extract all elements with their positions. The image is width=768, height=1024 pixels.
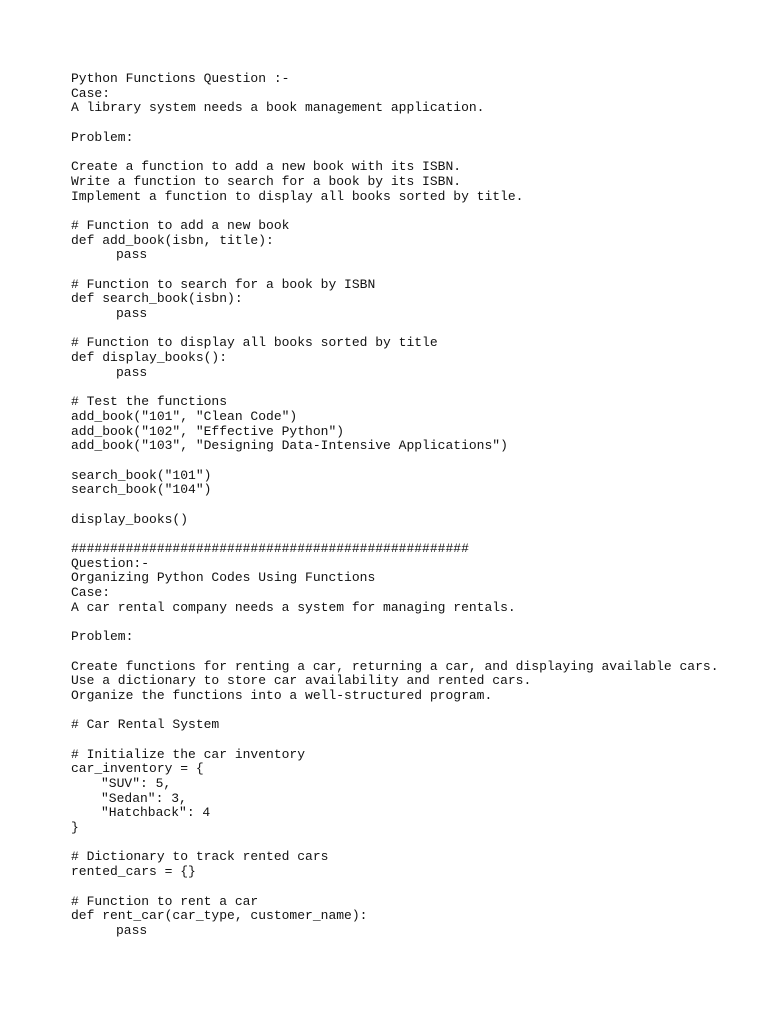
blank-line <box>71 322 751 337</box>
problem-item: Create a function to add a new book with its ISBN. <box>71 159 462 175</box>
blank-line <box>71 145 751 160</box>
problem-item: Organize the functions into a well-structured program. <box>71 687 493 703</box>
blank-line <box>71 880 751 895</box>
problem-label: Problem: <box>71 129 134 145</box>
blank-line <box>71 836 751 851</box>
case-text: A library system needs a book management application. <box>71 100 485 116</box>
blank-line <box>71 527 751 542</box>
code-line: pass <box>116 247 148 263</box>
question-heading: Python Functions Question :- <box>71 71 290 86</box>
code-line: "Hatchback": 4 <box>101 805 211 821</box>
code-comment: # Function to search for a book by ISBN <box>71 276 376 292</box>
code-line: rented_cars = {} <box>71 864 196 880</box>
code-line: def display_books(): <box>71 350 228 366</box>
blank-line <box>71 116 751 131</box>
code-line: "SUV": 5, <box>101 776 172 791</box>
code-line: car_inventory = { <box>71 761 204 777</box>
code-line: def search_book(isbn): <box>71 291 243 307</box>
case-label: Case: <box>71 85 111 101</box>
problem-label: Problem: <box>71 629 134 645</box>
code-comment: # Dictionary to track rented cars <box>71 849 329 865</box>
blank-line <box>71 498 751 513</box>
code-line: search_book("101") <box>71 467 212 483</box>
code-line: pass <box>116 922 148 938</box>
problem-item: Create functions for renting a car, returning a car, and displaying available cars. <box>71 658 719 674</box>
document-page <box>71 72 751 939</box>
question-title: Organizing Python Codes Using Functions <box>71 570 376 586</box>
code-comment: # Function to rent a car <box>71 893 259 909</box>
question-heading: Question:- <box>71 555 150 571</box>
blank-line <box>71 615 751 630</box>
code-comment: # Initialize the car inventory <box>71 746 306 762</box>
code-line: add_book("101", "Clean Code") <box>71 408 298 424</box>
code-line: display_books() <box>71 511 189 527</box>
blank-line <box>71 733 751 748</box>
problem-item: Use a dictionary to store car availability and rented cars. <box>71 673 532 689</box>
case-text: A car rental company needs a system for managing rentals. <box>71 599 516 615</box>
code-line: add_book("103", "Designing Data-Intensive Applications") <box>71 438 508 454</box>
section-separator: ################################################### <box>71 541 469 556</box>
problem-item: Implement a function to display all books sorted by title. <box>71 188 524 204</box>
blank-line <box>71 263 751 278</box>
code-line: search_book("104") <box>71 482 212 498</box>
code-line: add_book("102", "Effective Python") <box>71 423 345 439</box>
code-line: def rent_car(car_type, customer_name): <box>71 908 368 924</box>
code-comment: # Test the functions <box>71 394 228 410</box>
code-comment: # Car Rental System <box>71 717 220 733</box>
problem-item: Write a function to search for a book by its ISBN. <box>71 173 462 189</box>
code-line: pass <box>116 364 148 380</box>
code-comment: # Function to add a new book <box>71 217 290 233</box>
blank-line <box>71 454 751 469</box>
code-line: } <box>71 820 79 836</box>
blank-line <box>71 704 751 719</box>
code-line: def add_book(isbn, title): <box>71 232 274 248</box>
case-label: Case: <box>71 585 111 601</box>
code-line: pass <box>116 306 148 321</box>
code-comment: # Function to display all books sorted by title <box>71 335 438 351</box>
code-line: "Sedan": 3, <box>101 790 187 806</box>
blank-line <box>71 645 751 660</box>
blank-line <box>71 380 751 395</box>
blank-line <box>71 204 751 219</box>
